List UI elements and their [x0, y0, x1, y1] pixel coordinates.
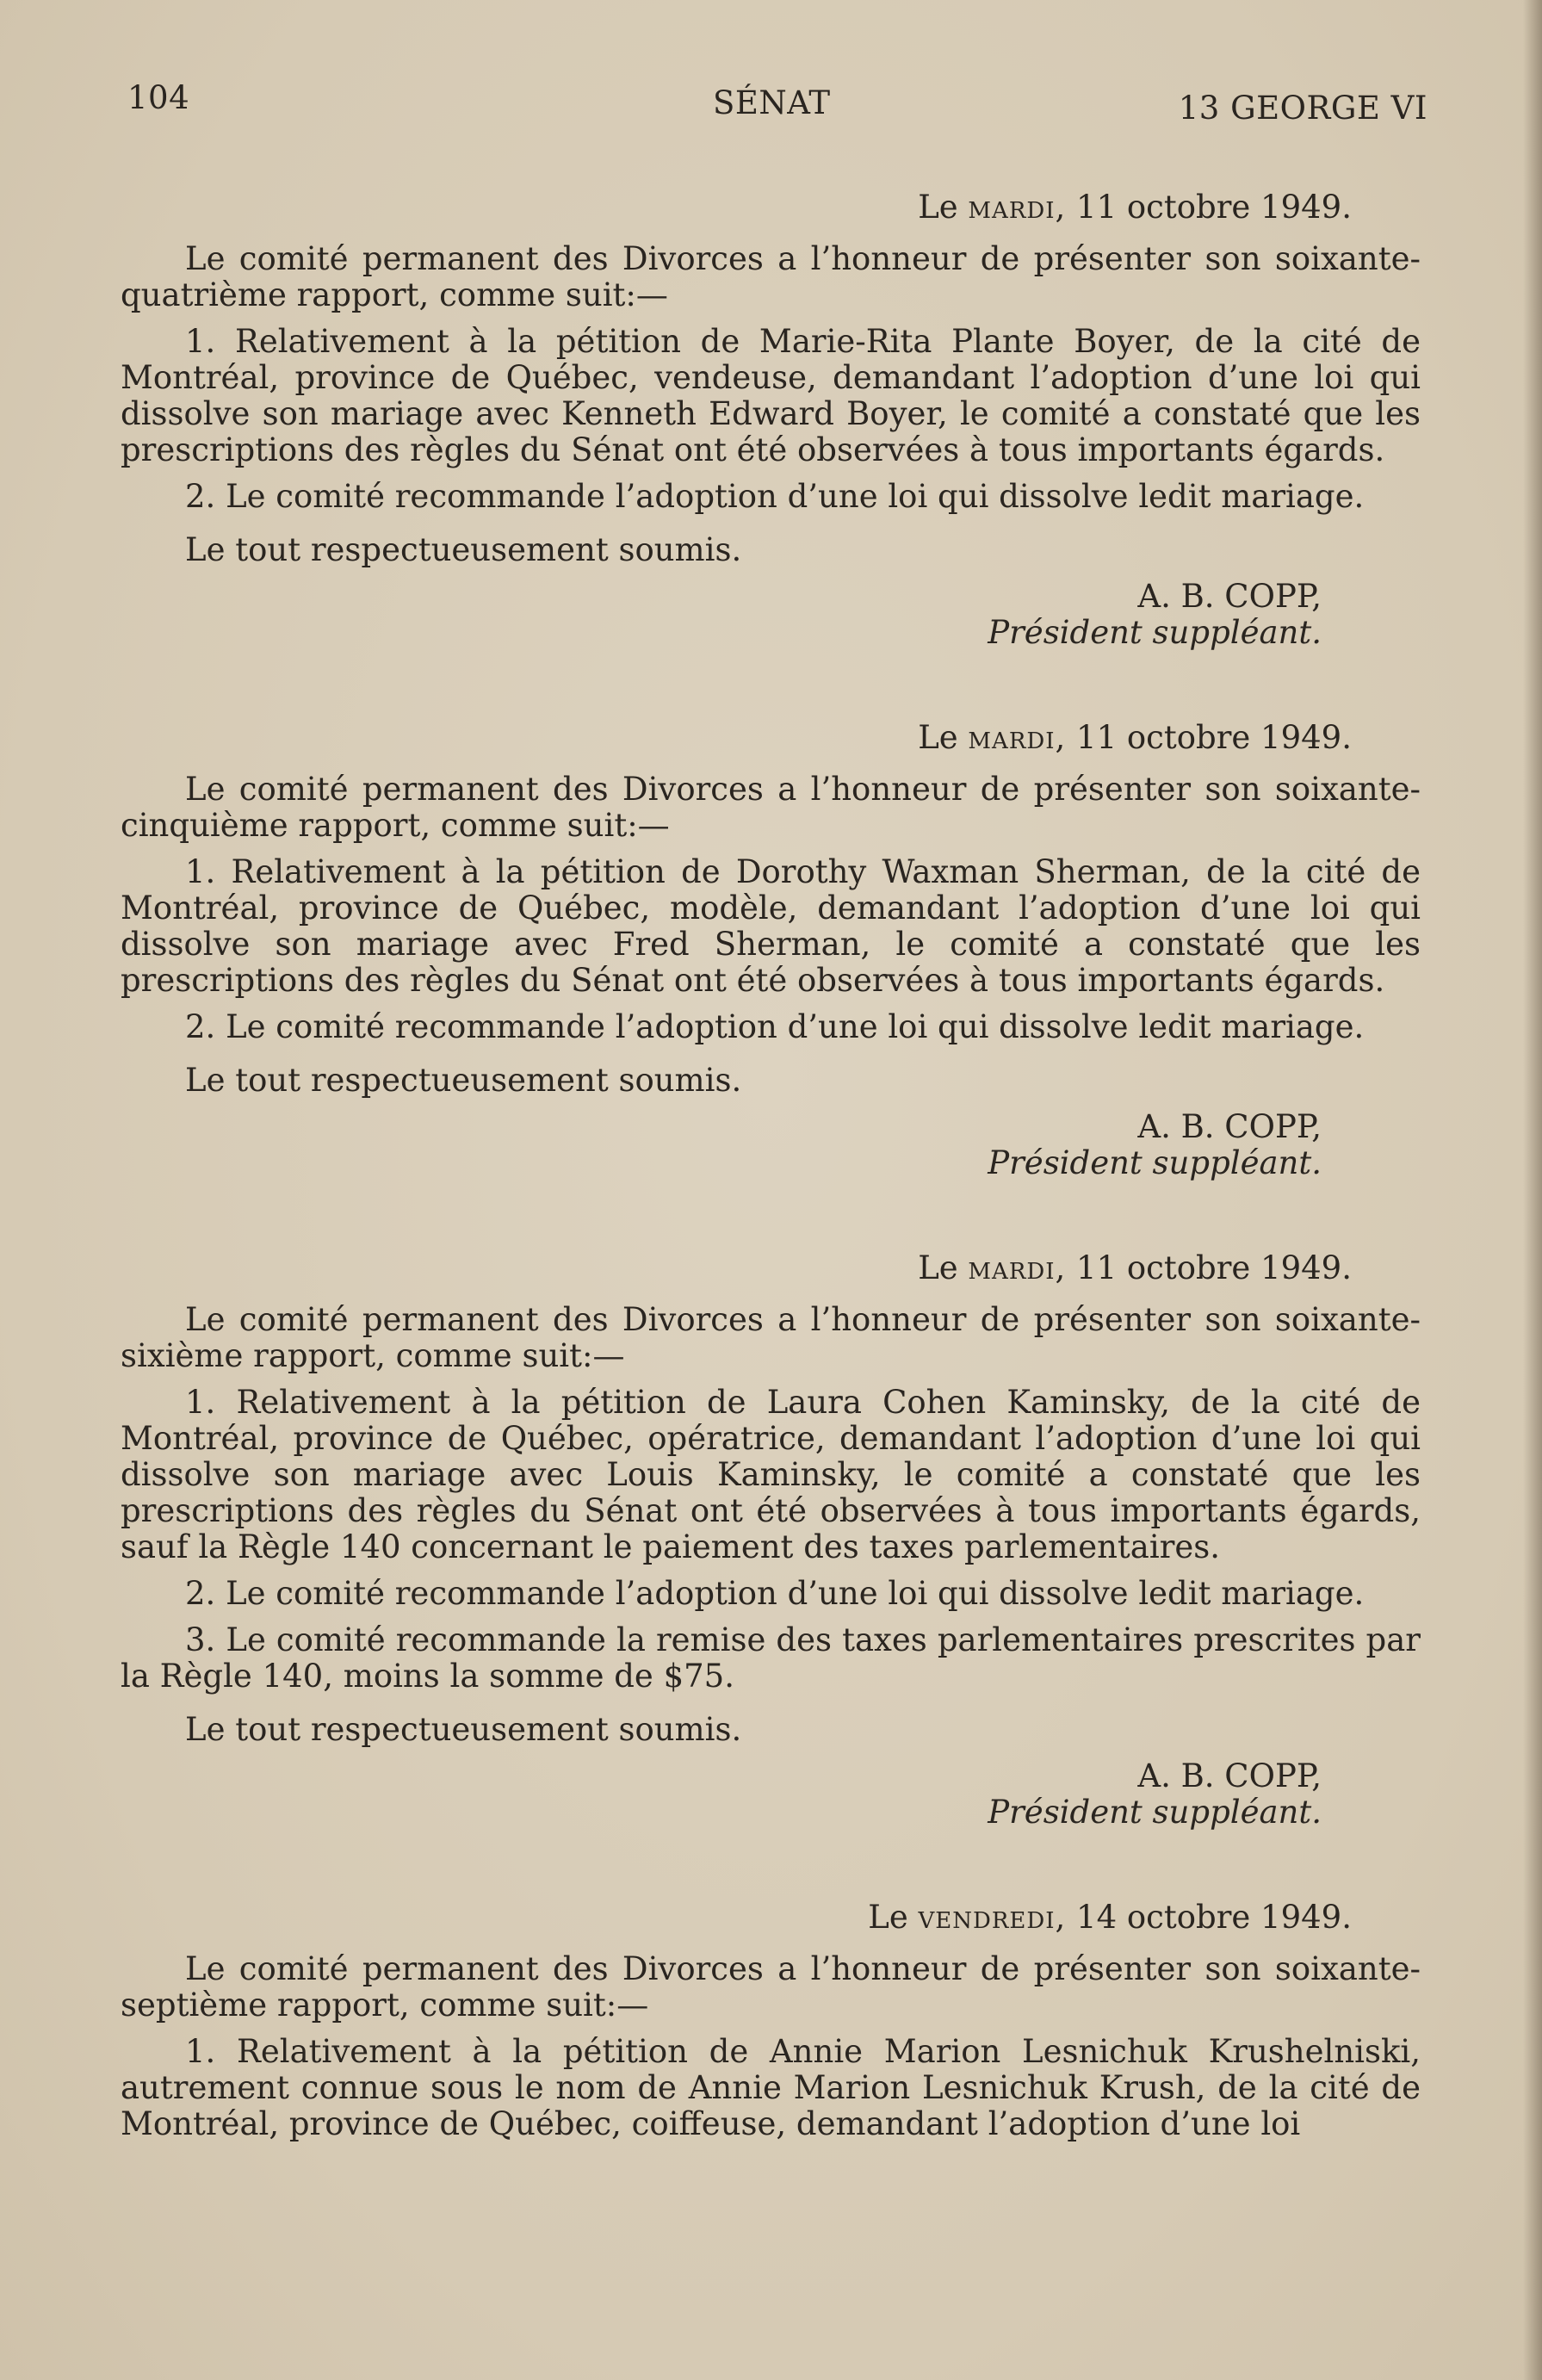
- report-item: 1. Relativement à la pétition de Dorothy Waxman Sherman, de la cité de Montréal, province de Québec, modèle, demandant l’adoption d’une loi qui dissolve son mariage avec Fred Sherman, le comité a constaté que les prescriptions des règles du Sénat ont été observées à tous importants égards.: [121, 853, 1421, 999]
- report-item: 2. Le comité recommande l’adoption d’une loi qui dissolve ledit mariage.: [185, 1575, 1365, 1612]
- signatory-title: Président suppléant.: [988, 614, 1322, 651]
- date-rest: 11 octobre 1949.: [1076, 1249, 1352, 1286]
- date-prefix: Le: [868, 1899, 908, 1936]
- date-day: vendredi,: [918, 1899, 1067, 1936]
- report-date: [121, 720, 1421, 756]
- report-item: 1. Relativement à la pétition de Annie Marion Lesnichuk Krushelniski, autrement connue sous le nom de Annie Marion Lesnichuk Krush, de la cité de Montréal, province de Québec, coiffeuse, demandant l’adoption d’une loi: [121, 2033, 1421, 2142]
- date-day: mardi,: [968, 719, 1067, 756]
- report-intro: Le comité permanent des Divorces a l’honneur de présenter son soixante-quatrième rapport, comme suit:—: [121, 240, 1421, 313]
- date-rest: 11 octobre 1949.: [1076, 189, 1352, 226]
- header-title: SÉNAT: [713, 84, 831, 121]
- report-67: [121, 1900, 1421, 2142]
- report-date: [121, 1250, 1421, 1286]
- report-item: 1. Relativement à la pétition de Marie-Rita Plante Boyer, de la cité de Montréal, province de Québec, vendeuse, demandant l’adoption d’une loi qui dissolve son mariage avec Kenneth Edward Boyer, le comité a constaté que les prescriptions des règles du Sénat ont été observées à tous importants égards.: [121, 323, 1421, 468]
- date-day: mardi,: [968, 1249, 1067, 1286]
- report-item: 1. Relativement à la pétition de Laura Cohen Kaminsky, de la cité de Montréal, province de Québec, opératrice, demandant l’adoption d’une loi qui dissolve son mariage avec Louis Kaminsky, le comité a constaté que les prescriptions des règles du Sénat ont été observées à tous importants égards, sauf la Règle 140 concernant le paiement des taxes parlementaires.: [121, 1384, 1421, 1565]
- report-closing: Le tout respectueusement soumis.: [185, 531, 742, 568]
- header-regnal-year: 13 GEORGE VI: [1178, 90, 1427, 127]
- report-closing: Le tout respectueusement soumis.: [185, 1062, 742, 1099]
- signatory-name: A. B. COPP,: [1137, 1757, 1322, 1794]
- report-item: 3. Le comité recommande la remise des taxes parlementaires prescrites par la Règle 140, moins la somme de $75.: [121, 1621, 1421, 1695]
- date-rest: 11 octobre 1949.: [1076, 719, 1352, 756]
- page-content: [121, 189, 1421, 2211]
- report-intro: Le comité permanent des Divorces a l’honneur de présenter son soixante-septième rapport, comme suit:—: [121, 1950, 1421, 2024]
- page-number: 104: [127, 79, 190, 116]
- signatory-title: Président suppléant.: [988, 1794, 1322, 1831]
- report-date: [121, 1900, 1421, 1936]
- report-item: 2. Le comité recommande l’adoption d’une loi qui dissolve ledit mariage.: [185, 478, 1365, 515]
- report-64: [121, 189, 1421, 651]
- report-date: [121, 189, 1421, 226]
- date-prefix: Le: [918, 1249, 958, 1286]
- running-header: [127, 79, 1427, 131]
- signature-block: [121, 1109, 1421, 1181]
- report-intro: Le comité permanent des Divorces a l’honneur de présenter son soixante-sixième rapport, comme suit:—: [121, 1301, 1421, 1374]
- report-intro: Le comité permanent des Divorces a l’honneur de présenter son soixante-cinquième rapport, comme suit:—: [121, 771, 1421, 844]
- report-65: [121, 720, 1421, 1181]
- signature-block: [121, 1758, 1421, 1831]
- page-spine-shadow: [1523, 0, 1542, 2380]
- date-prefix: Le: [918, 189, 958, 226]
- report-item: 2. Le comité recommande l’adoption d’une loi qui dissolve ledit mariage.: [185, 1008, 1365, 1045]
- signature-block: [121, 579, 1421, 651]
- date-prefix: Le: [918, 719, 958, 756]
- signatory-name: A. B. COPP,: [1137, 1108, 1322, 1145]
- signatory-title: Président suppléant.: [988, 1144, 1322, 1181]
- report-closing: Le tout respectueusement soumis.: [185, 1711, 742, 1748]
- signatory-name: A. B. COPP,: [1137, 578, 1322, 615]
- report-66: [121, 1250, 1421, 1831]
- date-rest: 14 octobre 1949.: [1076, 1899, 1352, 1936]
- date-day: mardi,: [968, 189, 1067, 226]
